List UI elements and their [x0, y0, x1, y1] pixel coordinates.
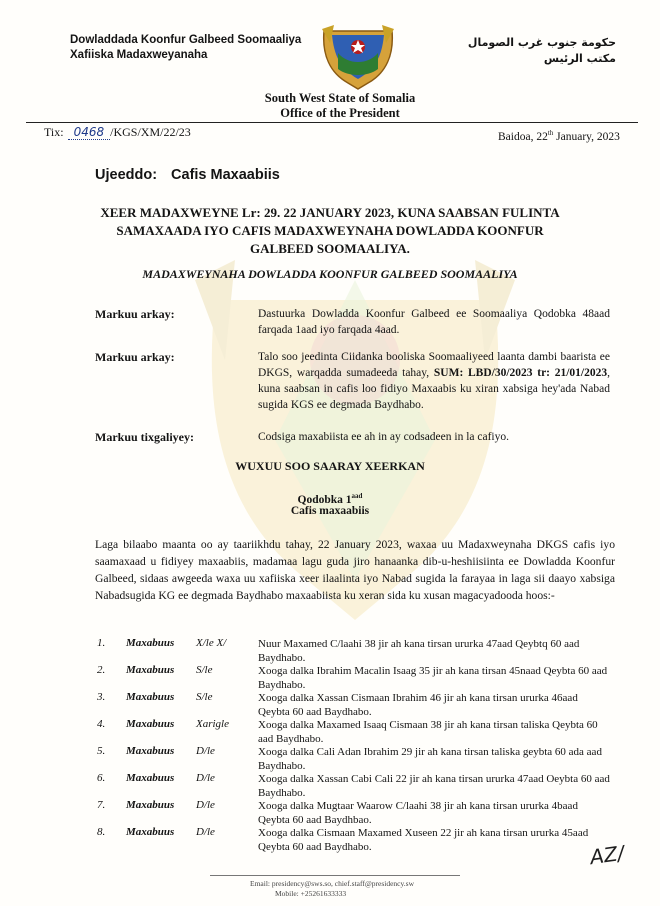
consideration-label: Markuu arkay: — [95, 307, 175, 321]
reference-suffix: /KGS/XM/22/23 — [110, 125, 191, 139]
declaration-heading: WUXUU SOO SAARAY XEERKAN — [235, 459, 425, 473]
consideration-text: Dastuurka Dowladda Koonfur Galbeed ee Soomaaliya Qodobka 48aad farqada 1aad iyo farqada 4aad. — [258, 308, 610, 336]
footer-email: Email: presidency@sws.so, chief.staff@presidency.sw — [250, 879, 414, 888]
issuer-line: MADAXWEYNAHA DOWLADDA KOONFUR GALBEED SOOMAALIYA — [142, 267, 518, 281]
document-date: Baidoa, 22th January, 2023 — [498, 129, 620, 143]
prisoner-list — [95, 637, 625, 853]
header-english-office: Office of the President — [280, 106, 400, 120]
article-subtitle: Cafis maxaabiis — [290, 505, 370, 517]
consideration-text: Talo soo jeedinta Ciidanka booliska Soomaaliyeed laanta dambi baarista ee DKGS, warqadda sumadeeda tahay, SUM: LBD/30/2023 tr: 21/01/2023, kuna saabsan in cafis loo fidiyo Maxaabis ku xiran xabsiga hey'ada Nabad sugida KGS ee degmada Baydhabo. — [258, 351, 610, 411]
footer-divider — [210, 875, 460, 876]
header-arabic-name: حكومة جنوب غرب الصومال — [467, 36, 616, 49]
subject-value: Cafis Maxaabiis — [171, 167, 280, 183]
list-item: 6. Maxabuus D/le Xooga dalka Xassan Cabi Cali 22 jir ah kana tirsan ururka 47aad Oeybta 60 aad Baydhabo. — [97, 772, 610, 799]
footer-mobile: Mobile: +25261633333 — [275, 889, 347, 898]
header-somali-office: Xafiiska Madaxweyanaha — [70, 49, 208, 61]
subject-label: Ujeeddo: — [95, 167, 158, 183]
list-item: 3. Maxabuus S/le Xooga dalka Xassan Cismaan Ibrahim 46 jir ah kana tirsan ururka 46aad Qeybta 60 aad Baydhabo. — [97, 691, 578, 718]
article-title: Qodobka $1^{aad}$ — [297, 492, 363, 506]
reference-number — [44, 124, 191, 140]
handwritten-reference: 0468 — [68, 125, 111, 140]
list-item: 5. Maxabuus D/le Xooga dalka Cali Adan Ibrahim 29 jir ah kana tirsan taliska geybta 60 ada aad Baydhabo. — [97, 745, 602, 772]
header-arabic-office: مكتب الرئيس — [543, 52, 616, 65]
list-item: 1. Maxabuus X/le X/ Nuur Maxamed C/laahi 38 jir ah kana tirsan ururka 47aad Qeybtq 60 aad Baydhabo. — [97, 637, 580, 664]
reference-prefix: Tix: — [44, 125, 64, 139]
list-item: 2. Maxabuus S/le Xooga dalka Ibrahim Macalin Isaag 35 jir ah kana tirsan 45naad Qeybta 60 aad Baydhabo. — [97, 664, 608, 691]
list-item: 4. Maxabuus Xarigle Xooga dalka Maxamed Isaaq Cismaan 38 jir ah kana tirsan taliska Qeybta 60 aad Baydhabo. — [97, 718, 598, 745]
list-item: 8. Maxabuus D/le Xooga dalka Cismaan Maxamed Xuseen 22 jir ah kana tirsan ururka 45aad Qeybta 60 aad Baydhabo. — [97, 826, 589, 853]
header-divider — [26, 122, 638, 123]
decree-title: XEER MADAXWEYNE Lr: 29. 22 JANUARY 2023, KUNA SAABSAN FULINTA SAMAXAADA IYO CAFIS MADAXWEYNAHA DOWLADDA KOONFUR GALBEED SOOMAALIYA. — [100, 205, 560, 256]
coat-of-arms-icon — [320, 25, 396, 91]
consideration-label: Markuu arkay: — [95, 350, 175, 364]
body-paragraph: Laga bilaabo maanta oo ay taariikhdu tahay, 22 January 2023, waxaa uu Madaxweynaha DKGS cafis iyo saamaxaad u fidiyey maxaabiis, madamaa lagu guda jiro hanaanka dib-u-heshiisiinta ee Dowladda Koonfur Galbeed, sidaas awgeeda waxa uu xafiiska xeer ilaalinta iyo Nabad sugida la farayaa in laga sii daayo xabsiga Nabadsugida KG ee degmada Baydhabo maxaabiista ku xeran sida ku xusan magacyadooda hoos:- — [95, 538, 615, 602]
subject-line — [95, 166, 280, 184]
consideration-text: Codsiga maxabiista ee ah in ay codsadeen in la cafiyo. — [258, 431, 509, 443]
header-somali-name: Dowladdada Koonfur Galbeed Soomaaliya — [70, 34, 302, 46]
header-english-state: South West State of Somalia — [264, 91, 416, 105]
consideration-label: Markuu tixgaliyey: — [95, 430, 194, 444]
handwritten-initials: AZ/ — [588, 840, 626, 870]
list-item: 7. Maxabuus D/le Xooga dalka Mugtaar Waarow C/laahi 38 jir ah kana tirsan ururka 4baad Qeybta 60 aad Baydhbao. — [97, 799, 578, 826]
